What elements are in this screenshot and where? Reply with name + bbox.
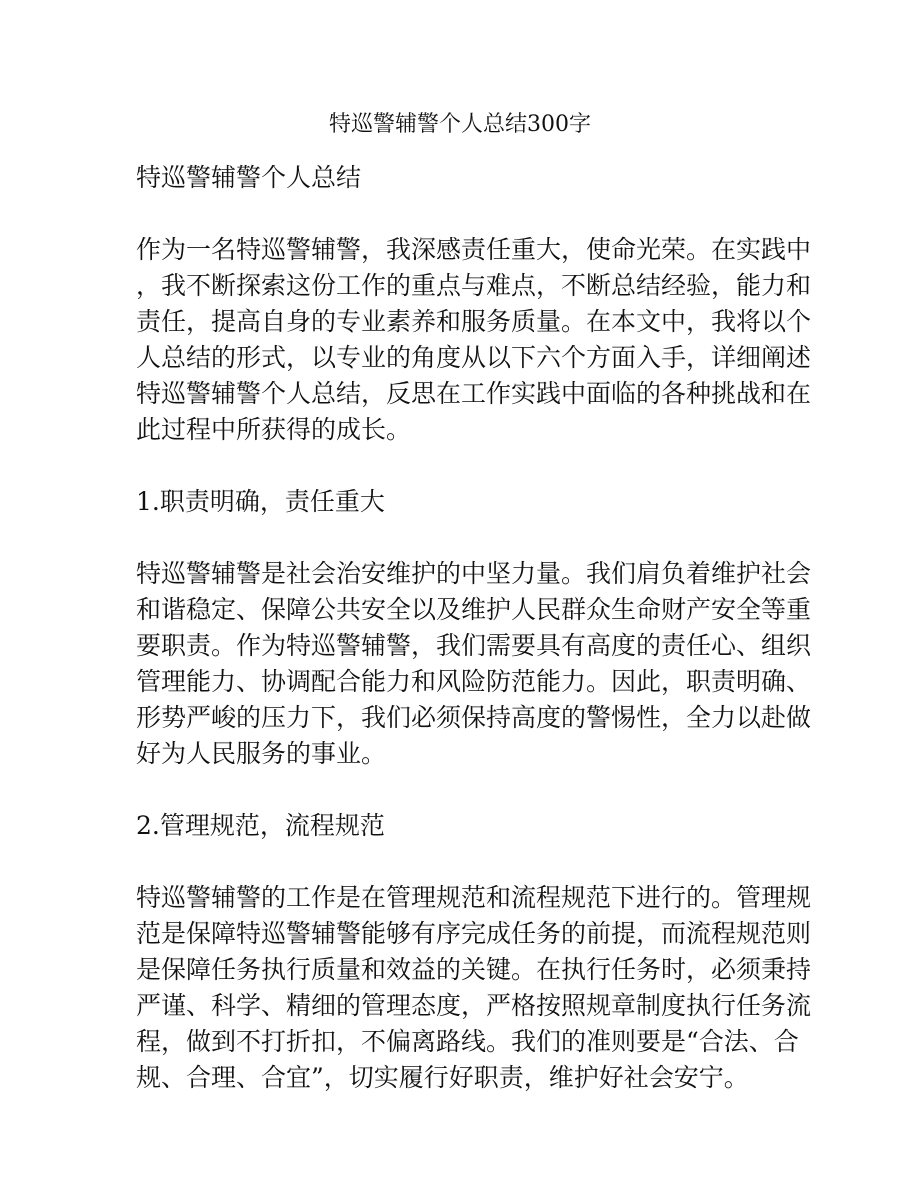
intro-line: ，我不断探索这份工作的重点与难点，不断总结经验，能力和 bbox=[136, 271, 812, 300]
section-2-line: 规、合理、合宜”，切实履行好职责，维护好社会安宁。 bbox=[136, 1063, 749, 1092]
section-2-line: 是保障任务执行质量和效益的关键。在执行任务时，必须秉持 bbox=[136, 955, 812, 984]
intro-paragraph bbox=[136, 232, 812, 448]
section-1-heading: 1.职责明确，责任重大 bbox=[136, 487, 385, 516]
section-2-line: 程，做到不打折扣，不偏离路线。我们的准则要是“合法、合 bbox=[136, 1027, 799, 1056]
document-body bbox=[136, 160, 812, 1132]
intro-line: 此过程中所获得的成长。 bbox=[136, 415, 412, 444]
intro-line: 特巡警辅警个人总结，反思在工作实践中面临的各种挑战和在 bbox=[136, 379, 812, 408]
section-2-line: 严谨、科学、精细的管理态度，严格按照规章制度执行任务流 bbox=[136, 991, 812, 1020]
section-1-line: 特巡警辅警是社会治安维护的中坚力量。我们肩负着维护社会 bbox=[136, 559, 812, 588]
intro-line: 作为一名特巡警辅警，我深感责任重大，使命光荣。在实践中 bbox=[136, 235, 812, 264]
section-1-line: 要职责。作为特巡警辅警，我们需要具有高度的责任心、组织 bbox=[136, 631, 812, 660]
document-title: 特巡警辅警个人总结300字 bbox=[329, 112, 591, 137]
section-1-paragraph bbox=[136, 556, 812, 772]
intro-line: 责任，提高自身的专业素养和服务质量。在本文中，我将以个 bbox=[136, 307, 812, 336]
section-1-line: 形势严峻的压力下，我们必须保持高度的警惕性，全力以赴做 bbox=[136, 703, 812, 732]
section-1-line: 管理能力、协调配合能力和风险防范能力。因此，职责明确、 bbox=[136, 667, 812, 696]
section-1-line: 和谐稳定、保障公共安全以及维护人民群众生命财产安全等重 bbox=[136, 595, 812, 624]
section-2-line: 范是保障特巡警辅警能够有序完成任务的前提，而流程规范则 bbox=[136, 919, 812, 948]
section-1-line: 好为人民服务的事业。 bbox=[136, 739, 387, 768]
intro-line: 人总结的形式，以专业的角度从以下六个方面入手，详细阐述 bbox=[136, 343, 812, 372]
section-2-line: 特巡警辅警的工作是在管理规范和流程规范下进行的。管理规 bbox=[136, 883, 812, 912]
section-2-paragraph bbox=[136, 880, 812, 1096]
document-subtitle: 特巡警辅警个人总结 bbox=[136, 163, 362, 192]
section-2-heading: 2.管理规范，流程规范 bbox=[136, 811, 385, 840]
